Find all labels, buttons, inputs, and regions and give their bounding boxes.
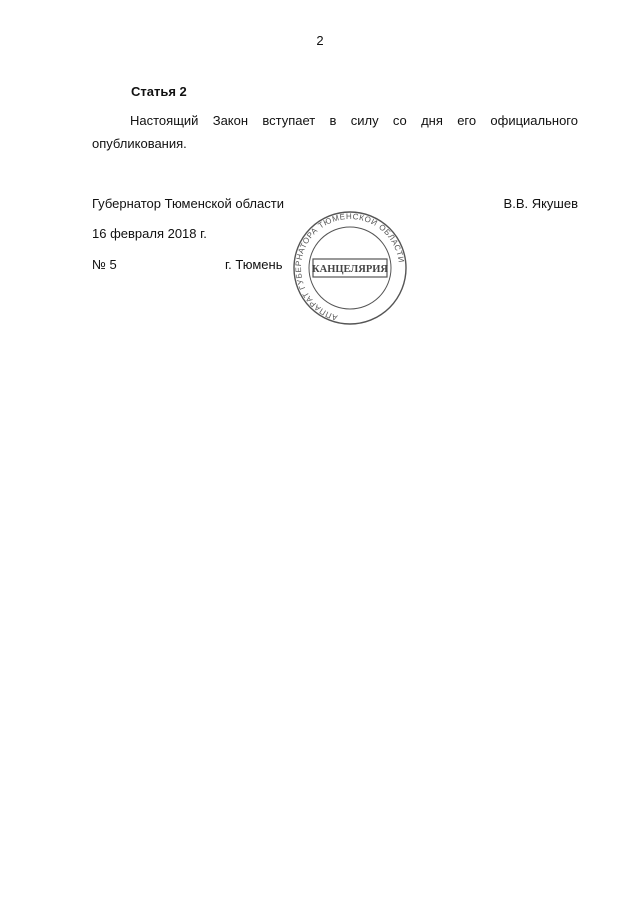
article-body: Настоящий Закон вступает в силу со дня его официального опубликования. xyxy=(92,113,578,151)
stamp-ring-text: АППАРАТ ГУБЕРНАТОРА ТЮМЕНСКОЙ ОБЛАСТИ xyxy=(293,211,406,323)
page-number: 2 xyxy=(316,33,324,48)
stamp-center-text: КАНЦЕЛЯРИЯ xyxy=(312,264,388,275)
governor-title: Губернатор Тюменской области xyxy=(92,196,284,211)
office-stamp xyxy=(288,210,412,326)
law-date: 16 февраля 2018 г. xyxy=(92,226,207,241)
governor-name: В.В. Якушев xyxy=(503,196,578,211)
article-heading: Статья 2 xyxy=(131,84,187,99)
law-number: № 5 xyxy=(92,257,117,272)
law-city: г. Тюмень xyxy=(225,257,283,272)
